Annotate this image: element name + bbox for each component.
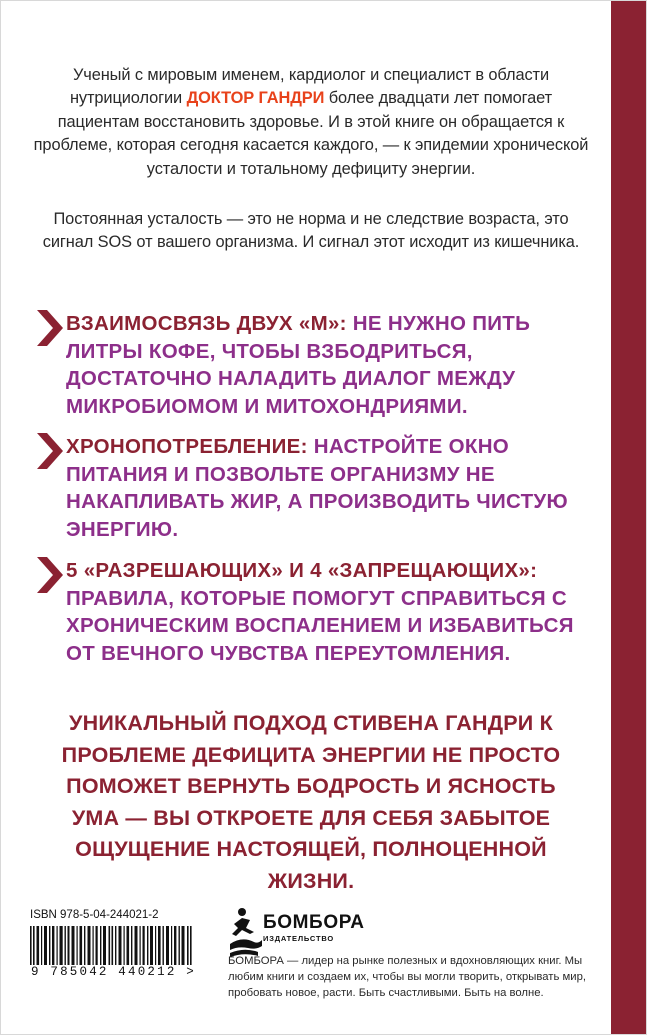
intro-rest: более двадцати лет помогает пациентам восстановить здоровье. И в этой книге он обращается к проблеме, которая сегодня касается каждого, — к эпидемии хронической усталости и тотальному дефициту энергии. [33, 89, 589, 178]
intro-lead: Ученый с мировым именем, кардиолог и специалист в области нутрициологии [69, 66, 550, 108]
spine-stripe [611, 1, 647, 1035]
brand-name: БОМБОРА [263, 912, 365, 933]
bullet-text [66, 433, 594, 543]
isbn-label: ISBN 978-5-04-244021-2 [30, 909, 159, 921]
intro-second-paragraph: Постоянная усталость — это не норма и не следствие возраста, это сигнал SOS от вашего организма. И сигнал этот исходит из кишечника. [42, 210, 580, 252]
feature-bullet-3 [37, 557, 597, 669]
bullet-body: НАСТРОЙТЕ ОКНО ПИТАНИЯ И ПОЗВОЛЬТЕ ОРГАНИЗМУ НЕ НАКАПЛИВАТЬ ЖИР, А ПРОИЗВОДИТЬ ЧИСТУЮ ЭНЕРГИЮ. [66, 435, 568, 541]
bullet-title: 5 «РАЗРЕШАЮЩИХ» И 4 «ЗАПРЕЩАЮЩИХ»: [66, 559, 538, 582]
feature-bullet-1 [37, 310, 597, 422]
author-name: ДОКТОР ГАНДРИ [186, 89, 325, 108]
closing-statement: УНИКАЛЬНЫЙ ПОДХОД СТИВЕНА ГАНДРИ К ПРОБЛЕМЕ ДЕФИЦИТА ЭНЕРГИИ НЕ ПРОСТО ПОМОЖЕТ ВЕРНУТЬ БОДРОСТЬ И ЯСНОСТЬ УМА — ВЫ ОТКРОЕТЕ ДЛЯ СЕБЯ ЗАБЫТОЕ ОЩУЩЕНИЕ НАСТОЯЩЕЙ, ПОЛНОЦЕННОЙ ЖИЗНИ. [61, 711, 561, 893]
intro-paragraph [31, 64, 591, 181]
bullet-text [66, 310, 594, 420]
bullet-text [66, 557, 594, 667]
chevron-right-icon [37, 557, 63, 593]
bullet-title: ХРОНОПОТРЕБЛЕНИЕ: [66, 435, 308, 458]
barcode-digits: 9 785042 440212 > [31, 965, 196, 979]
publisher-label: ИЗДАТЕЛЬСТВО [263, 934, 334, 943]
bullet-body: НЕ НУЖНО ПИТЬ ЛИТРЫ КОФЕ, ЧТОБЫ ВЗБОДРИТЬСЯ, ДОСТАТОЧНО НАЛАДИТЬ ДИАЛОГ МЕЖДУ МИКРОБИОМОМ И МИТОХОНДРИЯМИ. [66, 312, 531, 418]
chevron-right-icon [37, 433, 63, 469]
publisher-tagline: БОМБОРА — лидер на рынке полезных и вдохновляющих книг. Мы любим книги и создаем их, чтобы вы могли творить, открывать мир, пробовать новое, расти. Быть счастливыми. Быть на волне. [228, 955, 587, 1000]
chevron-right-icon [37, 310, 63, 346]
bullet-title: ВЗАИМОСВЯЗЬ ДВУХ «М»: [66, 312, 347, 335]
feature-bullet-2 [37, 433, 597, 545]
bullet-body: ПРАВИЛА, КОТОРЫЕ ПОМОГУТ СПРАВИТЬСЯ С ХРОНИЧЕСКИМ ВОСПАЛЕНИЕМ И ИЗБАВИТЬСЯ ОТ ВЕЧНОГО ЧУВСТВА ПЕРЕУТОМЛЕНИЯ. [66, 586, 574, 665]
